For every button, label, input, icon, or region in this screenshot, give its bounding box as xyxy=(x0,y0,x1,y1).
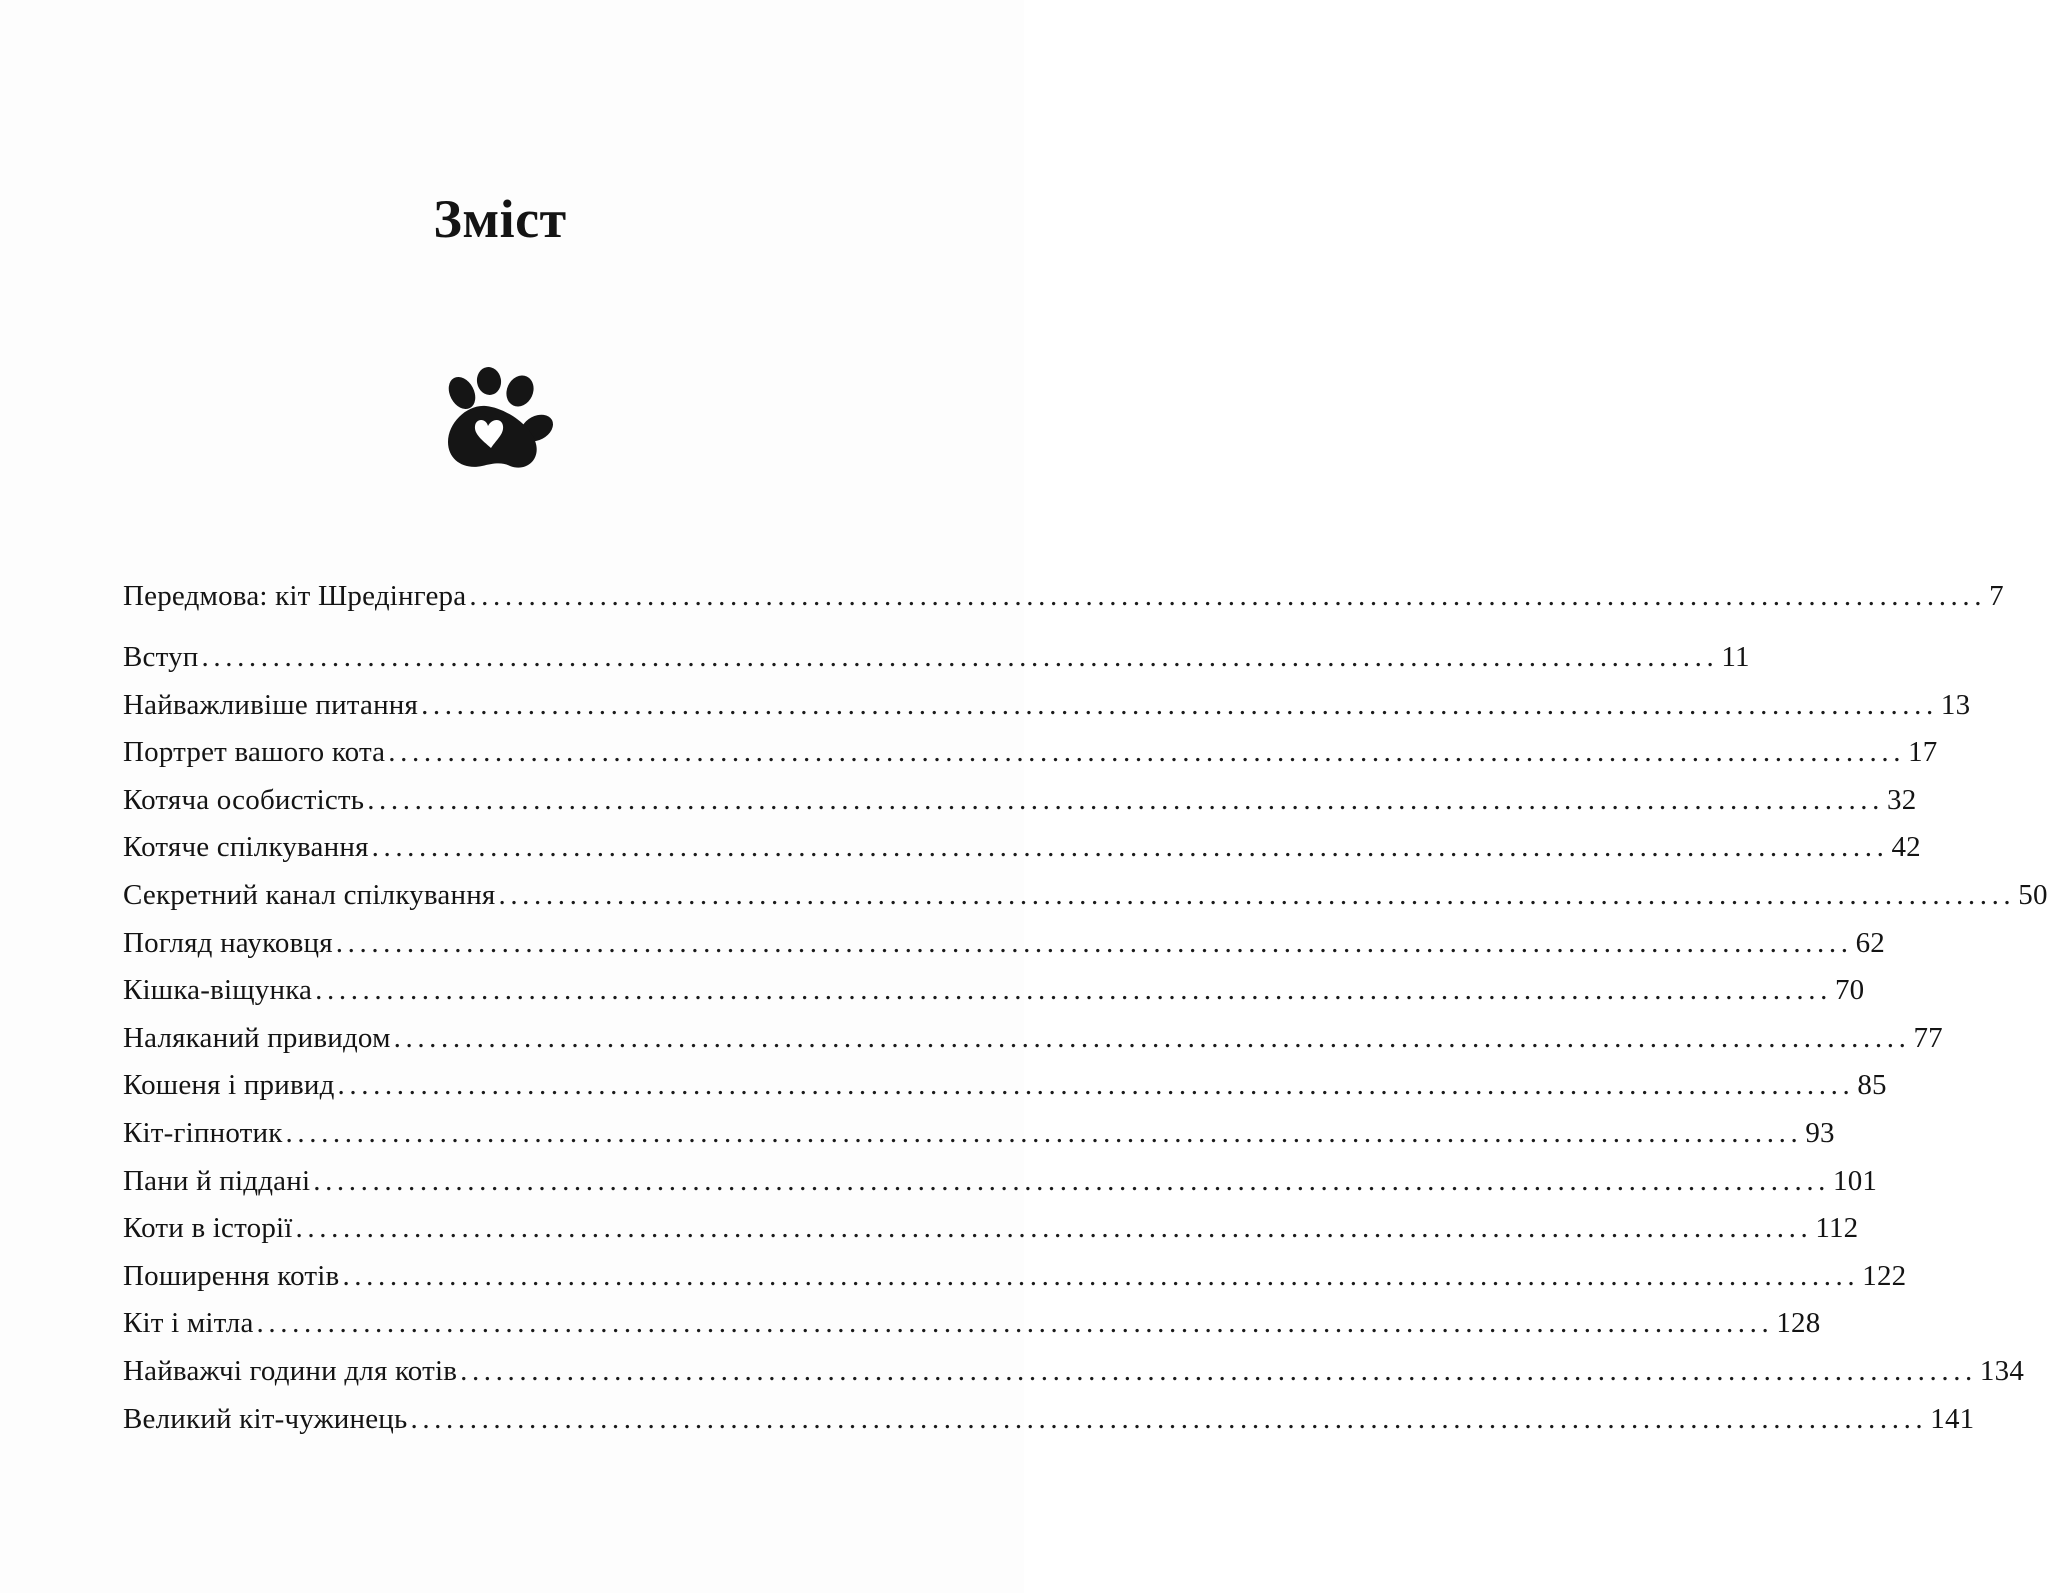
toc-entry[interactable] xyxy=(123,736,1938,784)
toc-entry-title: Великий кіт-чужинець xyxy=(123,1402,408,1435)
toc-entry[interactable] xyxy=(123,926,1885,975)
toc-entry[interactable] xyxy=(123,1116,1835,1165)
toc-entry-title: Погляд науковця xyxy=(123,926,333,959)
toc-entry-page: 101 xyxy=(1833,1164,1878,1197)
toc-entry-title: Наляканий привидом xyxy=(123,1021,391,1054)
toc-entry-title: Поширення котів xyxy=(123,1259,340,1292)
toc-entry-page: 134 xyxy=(1979,1354,2025,1387)
toc-entry-page: 122 xyxy=(1862,1259,1907,1292)
toc-entry-page: 7 xyxy=(1989,580,2004,612)
toc-entry-page: 85 xyxy=(1857,1069,1887,1102)
toc-entry-title: Вступ xyxy=(123,641,199,673)
toc-entry[interactable] xyxy=(123,783,1917,832)
toc-entry-title: Найважчі години для котів xyxy=(123,1354,458,1387)
toc-entry[interactable] xyxy=(123,641,1750,689)
toc-entry-page: 112 xyxy=(1815,1212,1859,1245)
toc-dot-leader: ................................................................................................................................ xyxy=(335,926,1853,959)
toc-dot-leader: ................................................................................................................................ xyxy=(410,1402,1928,1435)
toc-entry-page: 141 xyxy=(1930,1402,1975,1435)
toc-dot-leader: ................................................................................................................................ xyxy=(295,1212,1813,1245)
toc-entry[interactable] xyxy=(123,831,1921,879)
toc-entry-page: 13 xyxy=(1940,688,1971,721)
toc-dot-leader: ................................................................................................................................ xyxy=(285,1116,1803,1149)
toc-entry[interactable] xyxy=(123,1164,1878,1213)
toc-entry[interactable] xyxy=(123,1307,1821,1355)
toc-entry[interactable] xyxy=(123,974,1865,1022)
toc-entry-page: 50 xyxy=(2018,878,2048,911)
toc-dot-leader: ................................................................................................................................ xyxy=(315,974,1832,1007)
toc-entry[interactable] xyxy=(123,580,2004,641)
toc-entry[interactable] xyxy=(123,1402,1975,1451)
toc-entry-page: 93 xyxy=(1805,1116,1835,1149)
toc-entry-title: Кіт-гіпнотик xyxy=(123,1116,283,1149)
toc-entry-page: 70 xyxy=(1834,974,1865,1007)
toc-entry[interactable] xyxy=(123,688,1971,737)
toc-dot-leader: ................................................................................................................................ xyxy=(201,641,1719,673)
toc-entry-page: 11 xyxy=(1721,641,1750,673)
toc-dot-leader: ................................................................................................................................ xyxy=(256,1307,1774,1340)
toc-dot-leader: ................................................................................................................................ xyxy=(371,831,1889,864)
toc-dot-leader: ................................................................................................................................ xyxy=(393,1021,1911,1054)
toc-entry[interactable] xyxy=(123,1259,1907,1308)
toc-dot-leader: ................................................................................................................................ xyxy=(498,878,2016,911)
toc-dot-leader: ................................................................................................................................ xyxy=(421,688,1938,721)
toc-entry-title: Кішка-віщунка xyxy=(123,974,313,1007)
toc-entry-page: 77 xyxy=(1913,1021,1943,1054)
toc-entry[interactable] xyxy=(123,878,2048,927)
toc-entry[interactable] xyxy=(123,1212,1859,1260)
table-of-contents xyxy=(123,580,2048,1450)
toc-dot-leader: ................................................................................................................................ xyxy=(460,1354,1977,1387)
toc-entry-title: Передмова: кіт Шредінгера xyxy=(123,580,467,612)
toc-dot-leader: ................................................................................................................................ xyxy=(342,1259,1860,1292)
toc-dot-leader: ................................................................................................................................ xyxy=(388,736,1906,769)
toc-entry-page: 32 xyxy=(1887,783,1917,816)
toc-entry-page: 62 xyxy=(1855,926,1885,959)
toc-entry-page: 128 xyxy=(1776,1307,1821,1340)
toc-entry-title: Пани й піддані xyxy=(123,1164,311,1197)
page-title: Зміст xyxy=(433,189,567,249)
toc-dot-leader: ................................................................................................................................ xyxy=(313,1164,1831,1197)
toc-entry-page: 17 xyxy=(1908,736,1938,769)
toc-entry-title: Котяче спілкування xyxy=(123,831,369,864)
toc-entry[interactable] xyxy=(123,1069,1887,1117)
toc-entry[interactable] xyxy=(123,1021,1943,1070)
toc-entry-title: Котяча особистість xyxy=(123,783,365,816)
toc-entry-title: Портрет вашого кота xyxy=(123,736,386,769)
toc-entry-title: Кошеня і привид xyxy=(123,1069,335,1102)
toc-entry[interactable] xyxy=(123,1354,2025,1403)
toc-dot-leader: ................................................................................................................................ xyxy=(469,580,1987,612)
toc-entry-title: Кіт і мітла xyxy=(123,1307,254,1340)
toc-entry-title: Секретний канал спілкування xyxy=(123,878,496,911)
toc-entry-title: Найважливіше питання xyxy=(123,688,419,721)
toc-entry-page: 42 xyxy=(1891,831,1921,864)
paw-print-icon xyxy=(442,368,558,472)
toc-dot-leader: ................................................................................................................................ xyxy=(367,783,1885,816)
toc-entry-title: Коти в історії xyxy=(123,1212,293,1245)
toc-dot-leader: ................................................................................................................................ xyxy=(337,1069,1855,1102)
